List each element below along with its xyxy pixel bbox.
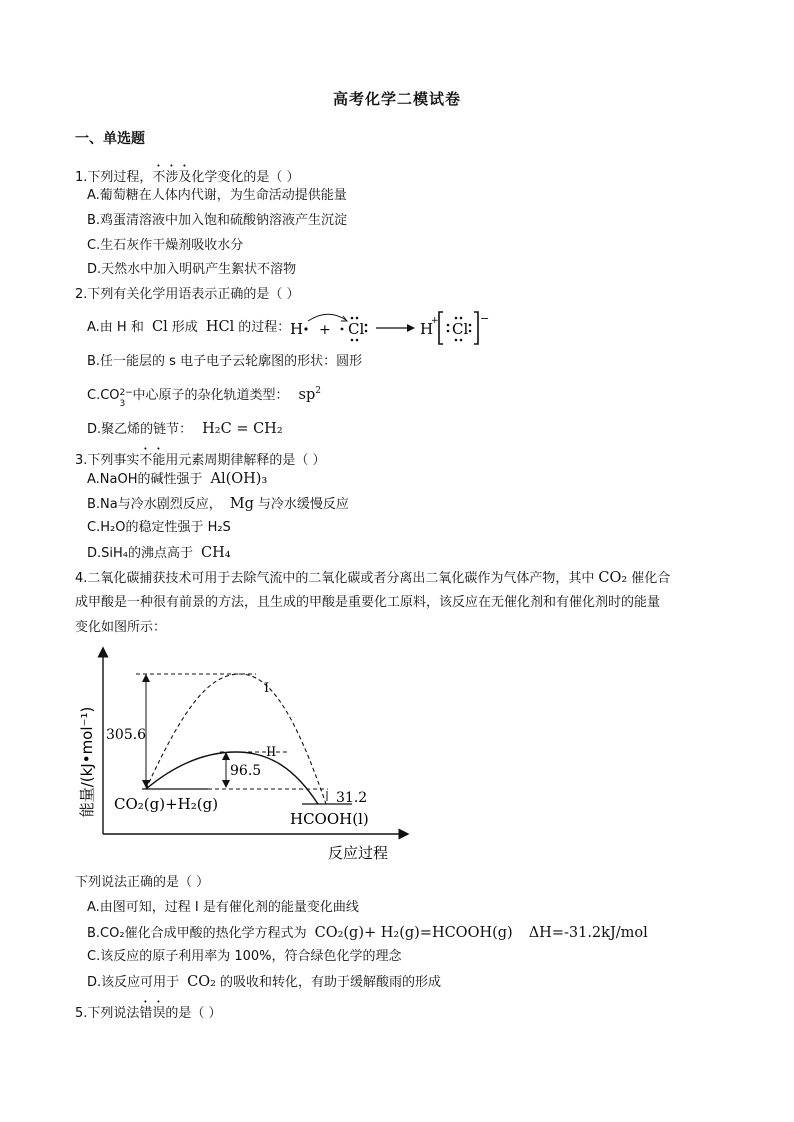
question-1-stem: 1.下列过程，不涉及化学变化的是（ ） xyxy=(75,170,300,185)
question-2-option-d[interactable]: D.聚乙烯的链节： H₂C = CH₂ xyxy=(87,421,283,437)
svg-text:Cl: Cl xyxy=(348,320,365,338)
question-4-stem-line-3: 变化如图所示： xyxy=(75,620,167,635)
question-3-option-b[interactable]: B.Na与冷水剧烈反应， Mg 与冷水缓慢反应 xyxy=(87,496,349,512)
question-3-option-c[interactable]: C.H₂O的稳定性强于 H₂S xyxy=(87,520,231,535)
question-2-option-b[interactable]: B.任一能层的 s 电子电子云轮廓图的形状：圆形 xyxy=(87,354,363,369)
barrier-ii-value: 96.5 xyxy=(230,763,262,779)
question-4-question: 下列说法正确的是（ ） xyxy=(75,875,210,890)
question-2-stem: 2.下列有关化学用语表示正确的是（ ） xyxy=(75,287,300,302)
svg-text:Cl: Cl xyxy=(452,320,469,338)
emphasis-text: 错误 xyxy=(139,1006,166,1021)
curve-i-label: I xyxy=(264,681,270,696)
reactant-label: CO₂(g)+H₂(g) xyxy=(114,795,219,813)
question-5-stem: 5.下列说法错误的是（ ） xyxy=(75,1006,222,1021)
y-axis-label: 能量/(kJ•mol⁻¹) xyxy=(78,706,96,818)
emphasis-text: 不能 xyxy=(139,453,166,468)
svg-text:+: + xyxy=(319,322,331,338)
svg-text:+: + xyxy=(431,316,439,326)
question-4-option-d[interactable]: D.该反应可用于 CO₂ 的吸收和转化，有助于缓解酸雨的形成 xyxy=(87,974,441,990)
question-1-option-a[interactable]: A.葡萄糖在人体内代谢，为生命活动提供能量 xyxy=(87,188,347,203)
question-2-option-c[interactable]: C.CO 2− 3 中心原子的杂化轨道类型： $sp^2$ xyxy=(87,386,322,409)
svg-text:H: H xyxy=(290,320,304,338)
product-label: HCOOH(l) xyxy=(290,810,369,828)
energy-diagram xyxy=(70,644,410,868)
question-2-option-a[interactable]: A.由 H 和 Cl 形成 HCl 的过程： xyxy=(87,319,291,335)
question-4-option-c[interactable]: C.该反应的原子利用率为 100%，符合绿色化学的理念 xyxy=(87,949,402,964)
question-3-stem: 3.下列事实不能用元素周期律解释的是（ ） xyxy=(75,453,326,468)
question-4-stem-line-1: 4.二氧化碳捕获技术可用于去除气流中的二氧化碳或者分离出二氧化碳作为气体产物，其中 CO₂ 催化合 xyxy=(75,570,671,586)
barrier-i-value: 305.6 xyxy=(106,727,147,743)
delta-h-value: 31.2 xyxy=(336,790,368,806)
svg-text:H: H xyxy=(420,320,434,338)
question-4-option-b[interactable]: B.CO₂催化合成甲酸的热化学方程式为 CO₂(g)+ H₂(g)=HCOOH(g) ΔH=-31.2kJ/mol xyxy=(87,925,648,941)
question-4-stem-line-2: 成甲酸是一种很有前景的方法，且生成的甲酸是重要化工原料，该反应在无催化剂和有催化剂时的能量 xyxy=(75,595,661,610)
x-axis-label: 反应过程 xyxy=(328,844,389,862)
question-3-option-a[interactable]: A.NaOH的碱性强于 Al(OH)₃ xyxy=(87,471,268,487)
page-title: 高考化学二模试卷 xyxy=(332,90,461,108)
electron-dot-formula xyxy=(286,306,526,348)
emphasis-text: 不涉及 xyxy=(152,170,192,185)
question-1-option-c[interactable]: C.生石灰作干燥剂吸收水分 xyxy=(87,238,244,253)
curve-i xyxy=(146,674,326,804)
question-1-option-d[interactable]: D.天然水中加入明矾产生絮状不溶物 xyxy=(87,262,297,277)
section-heading: 一、单选题 xyxy=(75,131,145,147)
svg-text:−: − xyxy=(480,312,490,325)
curve-ii-label: II xyxy=(266,745,277,760)
question-3-option-d[interactable]: D.SiH₄的沸点高于 CH₄ xyxy=(87,545,231,561)
question-4-option-a[interactable]: A.由图可知，过程 I 是有催化剂的能量变化曲线 xyxy=(87,900,359,915)
question-1-option-b[interactable]: B.鸡蛋清溶液中加入饱和硫酸钠溶液产生沉淀 xyxy=(87,213,348,228)
